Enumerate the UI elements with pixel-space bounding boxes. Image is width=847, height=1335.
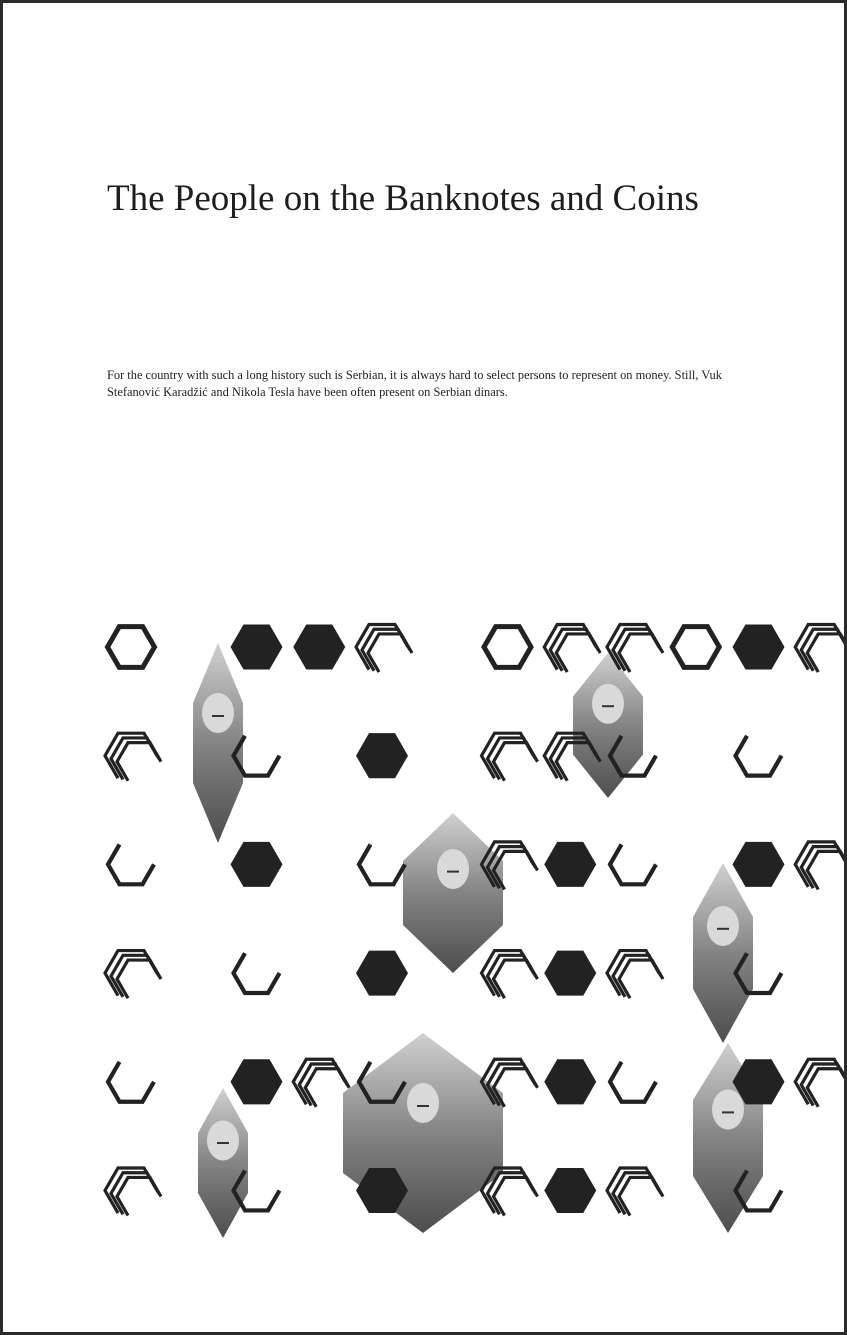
hexagon-chevron: [544, 624, 600, 672]
portrait-man-in-fez: [693, 863, 753, 1043]
portrait-man-in-hat: [403, 813, 503, 973]
page-title: The People on the Banknotes and Coins: [107, 178, 699, 219]
hexagon-chevron: [482, 1168, 538, 1216]
hexagon-chevron: [795, 1059, 844, 1107]
hexagon-open-bottom: [610, 844, 656, 884]
hexagon-chevron: [105, 951, 161, 999]
intro-paragraph: For the country with such a long history such is Serbian, it is always hard to select persons to represent on money. Still, Vuk Stefanović Karadžić and Nikola Tesla have been often present on Serbian dinars.: [107, 368, 722, 399]
hexagon-solid: [231, 1059, 283, 1104]
hexagon-chevron: [293, 1059, 349, 1107]
hexagon-chevron: [795, 842, 844, 890]
hexagon-portrait-pattern: [3, 3, 844, 1332]
hexagon-solid: [733, 624, 785, 669]
hexagon-chevron: [105, 733, 161, 781]
hexagon-solid: [231, 842, 283, 887]
portrait-bespectacled-man: [193, 643, 243, 843]
hexagon-solid: [356, 733, 408, 778]
hexagon-solid: [231, 624, 283, 669]
hexagon-chevron: [482, 733, 538, 781]
hexagon-solid: [356, 951, 408, 996]
hexagon-solid: [544, 1059, 596, 1104]
hexagon-outline: [108, 627, 155, 668]
hexagon-outline: [484, 627, 531, 668]
hexagon-outline: [672, 627, 719, 668]
hexagon-open-bottom: [108, 844, 154, 884]
portrait-layer: [193, 643, 763, 1238]
hexagon-solid: [544, 842, 596, 887]
portrait-bald-man: [198, 1088, 248, 1238]
hexagon-chevron: [607, 1168, 663, 1216]
hexagon-solid: [733, 842, 785, 887]
hexagon-open-bottom: [234, 953, 280, 993]
hexagon-chevron: [105, 1168, 161, 1216]
hexagon-chevron: [356, 624, 412, 672]
hexagon-open-bottom: [610, 1062, 656, 1102]
hexagon-open-bottom: [736, 736, 782, 776]
hexagon-chevron: [482, 951, 538, 999]
hexagon-open-bottom: [359, 844, 405, 884]
hexagon-solid: [293, 624, 345, 669]
hexagon-open-bottom: [108, 1062, 154, 1102]
hexagon-chevron: [607, 951, 663, 999]
hexagon-solid: [544, 951, 596, 996]
hexagon-solid: [544, 1168, 596, 1213]
hexagon-chevron: [795, 624, 844, 672]
